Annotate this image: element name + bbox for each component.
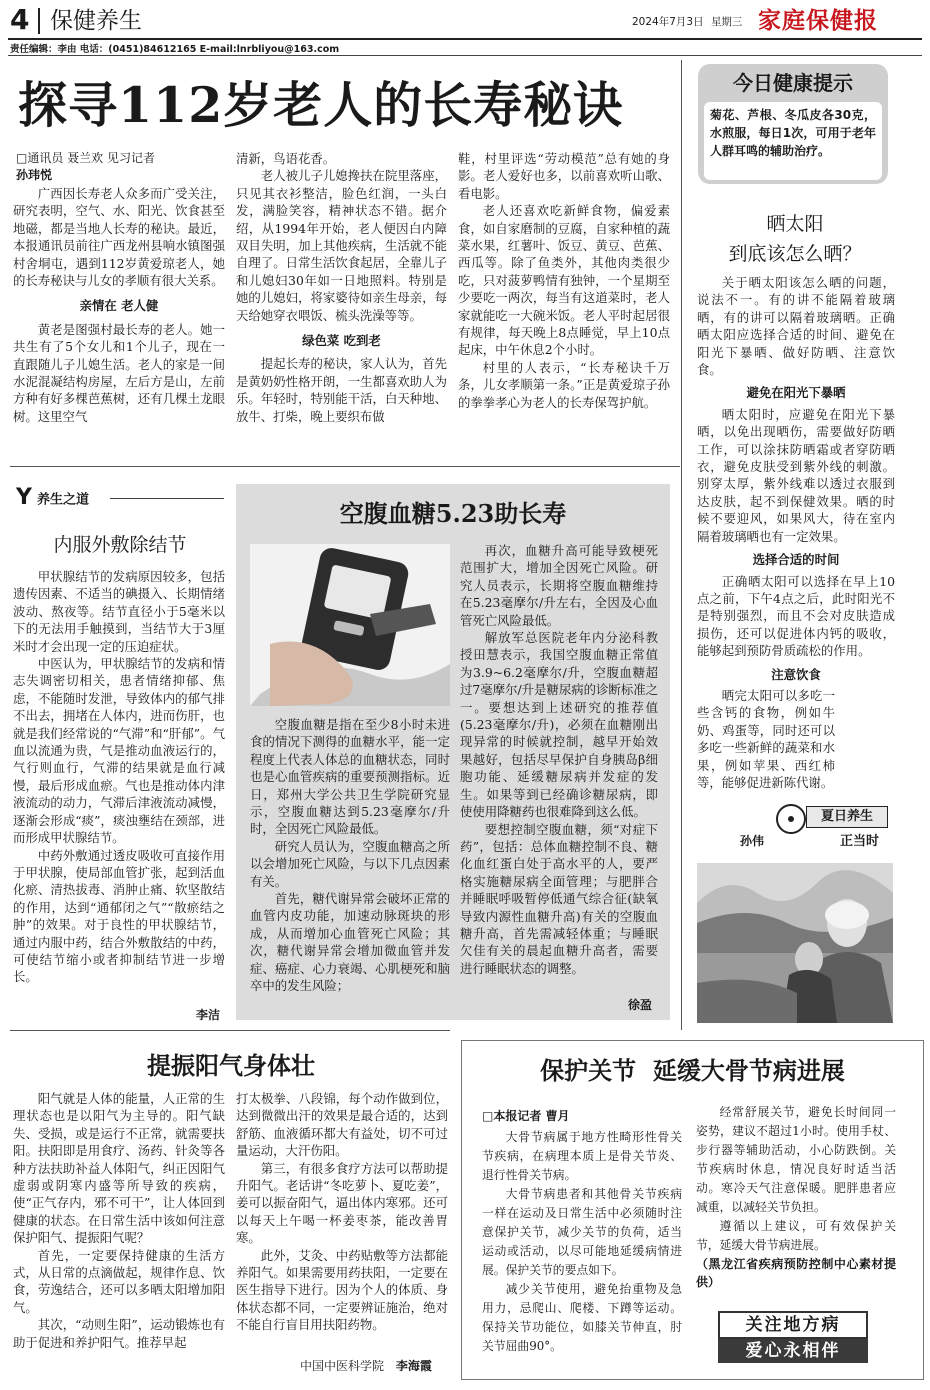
column-tag bbox=[16, 487, 89, 509]
yang-author-name: 李海霞 bbox=[395, 1359, 432, 1373]
sugar-paragraph-5: 解放军总医院老年内分泌科教授田慧表示，我国空腹血糖正常值为3.9~6.2毫摩尔/升，空腹血糖超过7毫摩尔/升是糖尿病的诊断标准之一。要想达到上述研究的推荐值(5.23毫摩尔/升)，必须在血糖刚出现异常的时候就控制，越早开始效果越好，包括尽早保护自身胰岛β细胞功能、延缓糖尿病并发症的发生。如果等到已经确诊糖尿病，即使使用降糖药也很难降到这么低。 bbox=[460, 630, 658, 820]
sugar-col-1 bbox=[250, 716, 450, 995]
main-title: 探寻112岁老人的长寿秘诀 bbox=[18, 76, 624, 134]
main-col2-paragraph: 老人被儿子儿媳搀扶在院里落座，只见其衣衫整洁，脸色红润，一头白发，满脸笑容，精神状态不错。据介绍，从1994年开始，老人便因白内障双目失明，加上其他疾病，生活就不能自理了。日常生活饮食起居，全靠儿子和儿媳妇30年如一日地照料。特别是她的儿媳妇，将家婆待如亲生母亲，每天给她穿衣喂饭、梳头洗澡等等。 bbox=[236, 168, 447, 323]
joint-col-1 bbox=[482, 1107, 682, 1356]
badge-line-2: 正当时 bbox=[840, 834, 880, 849]
sun-paragraph-1: 关于晒太阳该怎么晒的问题，说法不一。有的讲不能隔着玻璃晒，有的讲可以隔着玻璃晒。正确晒太阳应选择合适的时间、避免在阳光下暴晒、做好防晒、注意饮食。 bbox=[697, 275, 895, 378]
yang-paragraph-2: 首先，一定要保持健康的生活方式，从日常的点滴做起，规律作息、饮食，劳逸结合，还可以多晒太阳增加阳气。 bbox=[13, 1247, 225, 1315]
sugar-paragraph-6: 要想控制空腹血糖，须“对症下药”，包括：总体血糖控制不良、糖化血红蛋白处于高水平的人，要严格实施糖尿病全面管理；与肥胖合并睡眠呼吸暂停低通气综合征(缺氧导致内源性血糖升高)有关的空腹血糖升高，首先需减轻体重；与睡眠欠佳有关的晨起血糖升高者，需要进行睡眠状态的调整。 bbox=[460, 821, 658, 976]
sugar-author: 徐盈 bbox=[628, 998, 653, 1012]
joint-box bbox=[461, 1040, 924, 1380]
main-byline bbox=[16, 150, 226, 184]
glucose-meter-photo bbox=[250, 544, 450, 706]
sugar-paragraph-3: 首先，糖代谢异常会破坏正常的血管内皮功能，加速动脉斑块的形成，从而增加心血管死亡风险；其次，糖代谢异常会增加微血管并发症、癌症、心力衰竭、心肌梗死和脑卒中的发生风险； bbox=[250, 891, 450, 994]
joint-col-2 bbox=[696, 1103, 896, 1291]
yang-title: 提振阳气身体壮 bbox=[147, 1051, 315, 1080]
nodule-paragraph-3: 中药外敷通过透皮吸收可直接作用于甲状腺，使局部血管扩张，起到活血化瘀、清热拔毒、消肿止痛、软坚散结的作用，达到“通郁闭之气”“散瘀结之肿”的效果。对于良性的甲状腺结节，通过内服中药，结合外敷散结的中药，可使结节缩小或者抑制结节进一步增长。 bbox=[13, 847, 225, 985]
main-col-1 bbox=[13, 185, 225, 425]
sugar-box bbox=[236, 484, 670, 1020]
banner-line-1: 关注地方病 bbox=[718, 1311, 868, 1339]
byline-line-1: □通讯员 聂兰欢 见习记者 bbox=[16, 151, 155, 165]
nodule-title: 内服外敷除结节 bbox=[53, 534, 187, 556]
tip-box-text: 菊花、芦根、冬瓜皮各30克，水煎服，每日1次，可用于老年人群耳鸣的辅助治疗。 bbox=[710, 108, 876, 158]
right-column-divider bbox=[681, 60, 682, 1030]
subhead-lvse: 绿色菜 吃到老 bbox=[302, 333, 381, 349]
sun-title-1: 晒太阳 bbox=[766, 213, 824, 235]
joint-title: 保护关节 延缓大骨节病进展 bbox=[540, 1056, 845, 1085]
joint-paragraph-4: 经常舒展关节，避免长时间同一姿势，建议不超过1小时。使用手杖、步行器等辅助活动，小心防跌倒。关节疾病时休息，情况良好时适当活动。寒冷天气注意保暖。肥胖患者应减重，以减轻关节负担。 bbox=[696, 1105, 896, 1214]
column-tag-rule bbox=[110, 498, 224, 499]
header-divider bbox=[38, 8, 40, 34]
sun-subhead-3: 注意饮食 bbox=[771, 666, 821, 682]
mid-rule bbox=[10, 466, 680, 467]
sun-subhead-2: 选择合适的时间 bbox=[752, 552, 840, 568]
main-col-3 bbox=[458, 150, 670, 411]
sun-title-2: 到底该怎么晒？ bbox=[728, 243, 862, 265]
editor-line: 责任编辑：李由 电话：(0451)84612165 E-mail:lnrbliyou@163.com bbox=[10, 44, 340, 55]
main-col-2 bbox=[236, 150, 447, 425]
yang-paragraph-6: 此外，艾灸、中药贴敷等方法都能养阳气。如果需要用药扶阳，一定要在医生指导下进行。因为个人的体质、身体状态都不同，一定要辨证施治，绝对不能自行盲目用扶阳药物。 bbox=[236, 1247, 448, 1333]
sun-body bbox=[697, 274, 895, 791]
sun-paragraph-2: 晒太阳时，应避免在阳光下暴晒，以免出现晒伤，需要做好防晒工作，可以涂抹防晒霜或者穿防晒衣，避免皮肤受到紫外线的刺激。别穿太厚，紫外线难以透过衣服到达皮肤，起不到保健效果。晒的时候不要迎风，如果风大，待在室内隔着玻璃晒也有一定效果。 bbox=[697, 406, 895, 544]
joint-banner bbox=[718, 1311, 868, 1363]
joint-paragraph-3: 减少关节使用，避免抬重物及急用力，忌爬山、爬楼、下蹲等运动。保持关节功能位，如膝关节伸直，肘关节屈曲90°。 bbox=[482, 1282, 682, 1353]
main-col1-paragraph: 黄老是图强村最长寿的老人。她一共生有了5个女儿和1个儿子，现在一直跟随儿子儿媳生活。老人的家是一间水泥混凝结构房屋，左后方是山，左前方种有好多棵芭蕉树，还有几棵土龙眼树。这里空气 bbox=[13, 321, 225, 424]
nodule-body bbox=[13, 568, 225, 986]
nodule-author: 李洁 bbox=[196, 1008, 221, 1022]
byline-line-2: 孙玮悦 bbox=[16, 168, 53, 182]
nodule-paragraph-1: 甲状腺结节的发病原因较多，包括遗传因素、不适当的碘摄入、长期情绪波动、熬夜等。结节直径小于5毫米以下的无法用手触摸到，当结节大于3厘米时才会出现一定的压迫症状。 bbox=[13, 569, 225, 654]
yang-paragraph-4: 打太极拳、八段锦，每个动作做到位，达到微微出汗的效果是最合适的，达到舒筋、血液循环都大有益处，切不可过量运动，大汗伤阳。 bbox=[236, 1091, 448, 1159]
sun-author: 孙伟 bbox=[740, 834, 765, 848]
joint-paragraph-5: 遵循以上建议，可有效保护关节，延缓大骨节病进展。 bbox=[696, 1219, 896, 1252]
lower-rule bbox=[10, 1030, 450, 1031]
yang-col-2 bbox=[236, 1090, 448, 1334]
sun-paragraph-3: 正确晒太阳可以选择在早上10点之前，下午4点之后，此时阳光不是特别强烈，而且不会对皮肤造成损伤，还可以促进体内钙的吸收，能够起到预防骨质疏松的作用。 bbox=[697, 573, 895, 659]
tip-box-title: 今日健康提示 bbox=[733, 71, 853, 95]
yang-author-org: 中国中医科学院 bbox=[300, 1359, 385, 1373]
issue-date bbox=[632, 14, 742, 29]
banner-line-2: 爱心永相伴 bbox=[718, 1339, 868, 1363]
main-col3-paragraph: 老人还喜欢吃新鲜食物，偏爱素食，如自家磨制的豆腐，自家种植的蔬菜水果，红薯叶、饭豆、黄豆、芭蕉、西瓜等。除了鱼类外，其他肉类很少吃，只对菠萝鸭情有独钟，一个星期至少要吃一两次，每当有这道菜时，老人家就能吃一大碗米饭。老人平时起居很有规律，每天晚上8点睡觉，早上10点起床，中午休息2个小时。 bbox=[458, 203, 670, 358]
main-intro: 广西因长寿老人众多而广受关注，研究表明，空气、水、阳光、饮食甚至地磁，都是当地人长寿的秘诀。最近，本报通讯员前往广西龙州县响水镇图强村舍垌屯，遇到112岁黄爱琼老人，她的长寿秘诀与儿女的孝顺有很大关系。 bbox=[13, 186, 225, 289]
header-rule-thin bbox=[8, 55, 922, 56]
joint-source: （黑龙江省疾病预防控制中心素材提供） bbox=[696, 1257, 896, 1289]
badge-line-1: 夏日养生 bbox=[820, 809, 873, 824]
badge-box bbox=[806, 806, 888, 828]
main-col3-paragraph-2: 村里的人表示，“长寿秘诀千万条，儿女孝顺第一条。”正是黄爱琼子孙的拳拳孝心为老人的长寿保驾护航。 bbox=[458, 359, 670, 410]
main-col2-lead: 清新，鸟语花香。 bbox=[236, 151, 336, 166]
elderly-couple-photo bbox=[697, 863, 893, 1023]
subhead-qinqing: 亲情在 老人健 bbox=[79, 298, 159, 314]
y-logo-icon: Y bbox=[16, 485, 32, 510]
weekday-text: 星期三 bbox=[710, 16, 743, 28]
fan-icon bbox=[776, 804, 806, 834]
tip-box-body bbox=[704, 102, 882, 180]
sugar-title: 空腹血糖5.23助长寿 bbox=[339, 499, 567, 528]
summer-badge bbox=[776, 804, 890, 848]
page-number: 4 bbox=[10, 3, 30, 36]
nodule-paragraph-2: 中医认为，甲状腺结节的发病和情志失调密切相关，患者情绪抑郁、焦虑，不能随时发泄，导致体内的郁气排不出去，拥堵在人体内，进而伤肝，也就是我们经常说的“气滞”和“肝郁”。气血以流通为贵，气是推动血液运行的，气行则血行，气滞的结果就是血行减慢，最后形成血瘀。气也是推动体内津液流动的动力，气滞后津液流动减慢，逐渐会形成“痰”，痰浊壅结在颈部，进而形成甲状腺结节。 bbox=[13, 656, 225, 846]
sugar-paragraph-4: 再次，血糖升高可能导致梗死范围扩大，增加全因死亡风险。研究人员表示，长期将空腹血糖维持在5.23毫摩尔/升左右，全因及心血管死亡风险最低。 bbox=[460, 543, 658, 628]
column-tag-label: 养生之道 bbox=[37, 492, 90, 508]
sugar-col-2 bbox=[460, 542, 658, 977]
joint-paragraph-1: 大骨节病属于地方性畸形性骨关节疾病，在病理本质上是骨关节炎、退行性骨关节病。 bbox=[482, 1130, 682, 1182]
main-col3-lead: 鞋，村里评选“劳动模范”总有她的身影。老人爱好也多，以前喜欢听山歌、看电影。 bbox=[458, 151, 670, 201]
yang-paragraph-5: 第三，有很多食疗方法可以帮助提升阳气。老话讲“冬吃萝卜、夏吃姜”，姜可以振奋阳气，逼出体内寒邪。还可以每天上午喝一杯姜枣茶，能改善胃寒。 bbox=[236, 1160, 448, 1246]
tip-box bbox=[698, 64, 888, 184]
paper-name: 家庭保健报 bbox=[758, 7, 878, 34]
sugar-paragraph-2: 研究人员认为，空腹血糖高之所以会增加死亡风险，与以下几点因素有关。 bbox=[250, 838, 450, 889]
main-col2-paragraph-2: 提起长寿的秘诀，家人认为，首先是黄奶奶性格开朗，一生都喜欢助人为乐。年轻时，特别能干活，白天种地、放牛、打柴，晚上要织布做 bbox=[236, 356, 447, 424]
yang-author bbox=[300, 1357, 432, 1374]
section-name: 保健养生 bbox=[50, 8, 142, 34]
yang-paragraph-1: 阳气就是人体的能量，人正常的生理状态也是以阳气为主导的。阳气缺失、受损，或是运行不正常，就需要扶阳。扶阳即是用食疗、汤药、针灸等各种方法扶助补益人体阳气，纠正因阳气虚弱或阴寒内盛等所导致的疾病，使“正气存内，邪不可干”，让人体回到健康的状态。在日常生活中该如何注意保护阳气、提振阳气呢？ bbox=[13, 1091, 225, 1246]
joint-byline: □本报记者 曹月 bbox=[482, 1109, 570, 1123]
sun-paragraph-4: 晒完太阳可以多吃一些含钙的食物，例如牛奶、鸡蛋等，同时还可以多吃一些新鲜的蔬菜和水果，例如苹果、西红柿等，能够促进新陈代谢。 bbox=[697, 687, 835, 790]
yang-paragraph-3: 其次，“动则生阳”，运动锻炼也有助于促进和养护阳气。推荐早起 bbox=[13, 1317, 225, 1350]
header-rule bbox=[8, 38, 922, 40]
yang-col-1 bbox=[13, 1090, 225, 1351]
joint-paragraph-2: 大骨节病患者和其他骨关节疾病一样在运动及日常生活中必须随时注意保护关节，减少关节的负荷，适当运动或活动，以尽可能地延缓病情进展。保护关节的要点如下。 bbox=[482, 1187, 682, 1277]
date-text: 2024年7月3日 bbox=[632, 16, 704, 28]
sun-subhead-1: 避免在阳光下暴晒 bbox=[746, 385, 846, 401]
sugar-paragraph-1: 空腹血糖是指在至少8小时未进食的情况下测得的血糖水平，能一定程度上代表人体总的血糖状态，同时也是心血管疾病的重要预测指标。近日，郑州大学公共卫生学院研究显示，空腹血糖达到5.23毫摩尔/升时，全因死亡风险最低。 bbox=[250, 717, 450, 837]
